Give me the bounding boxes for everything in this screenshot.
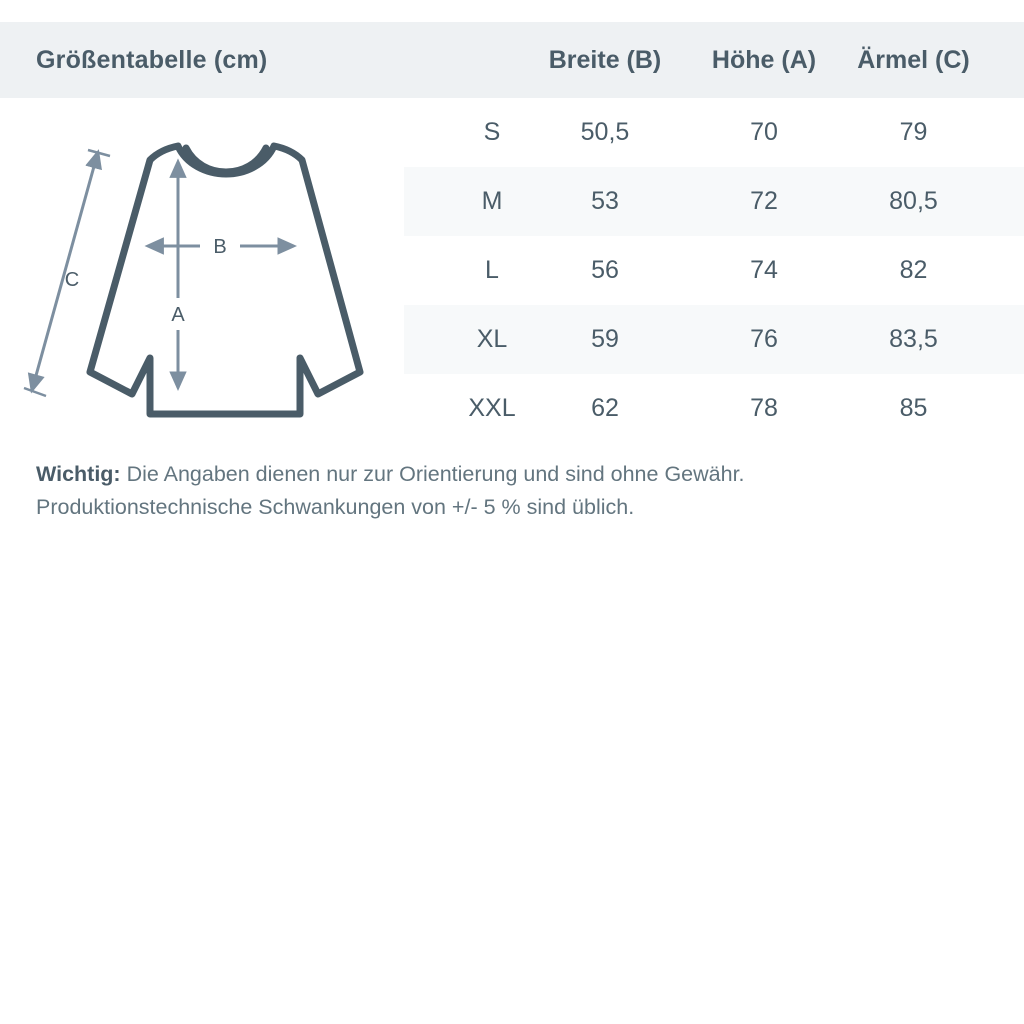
table-row [404, 236, 1024, 305]
table-header-row [0, 22, 1024, 98]
cell-width: 56 [591, 256, 619, 284]
disclaimer-note [36, 458, 986, 524]
table-row [404, 305, 1024, 374]
cell-height: 72 [750, 187, 778, 215]
cell-width: 53 [591, 187, 619, 215]
page-title: Größentabelle (cm) [36, 45, 268, 74]
height-label: A [171, 304, 185, 326]
shirt-outline-icon [90, 146, 360, 414]
cell-size: XXL [468, 394, 516, 422]
sleeve-label: C [64, 269, 80, 291]
cell-sleeve: 82 [899, 256, 928, 284]
cell-sleeve: 80,5 [889, 187, 938, 215]
width-label: B [213, 236, 227, 258]
cell-size: M [481, 187, 503, 215]
column-header-width: Breite (B) [548, 45, 662, 74]
cell-size: L [485, 256, 499, 284]
size-table [404, 98, 1024, 443]
table-row [404, 167, 1024, 236]
disclaimer-lead: Wichtig: [36, 462, 121, 486]
table-row [404, 98, 1024, 167]
cell-width: 62 [591, 394, 619, 422]
column-header-height: Höhe (A) [711, 45, 817, 74]
cell-height: 70 [750, 118, 778, 146]
cell-height: 78 [750, 394, 778, 422]
cell-height: 74 [750, 256, 778, 284]
cell-sleeve: 83,5 [889, 325, 938, 353]
cell-size: S [483, 118, 501, 146]
cell-size: XL [476, 325, 508, 353]
cell-width: 50,5 [580, 118, 630, 146]
cell-width: 59 [591, 325, 619, 353]
shirt-measurement-diagram [0, 100, 404, 440]
disclaimer-line-1: Die Angaben dienen nur zur Orientierung und sind ohne Gewähr. [120, 462, 745, 486]
cell-sleeve: 79 [899, 118, 928, 146]
disclaimer-line-2: Produktionstechnische Schwankungen von +/- 5 % sind üblich. [36, 495, 635, 519]
cell-sleeve: 85 [899, 394, 928, 422]
column-header-sleeve: Ärmel (C) [857, 45, 970, 74]
table-row [404, 374, 1024, 443]
cell-height: 76 [750, 325, 778, 353]
